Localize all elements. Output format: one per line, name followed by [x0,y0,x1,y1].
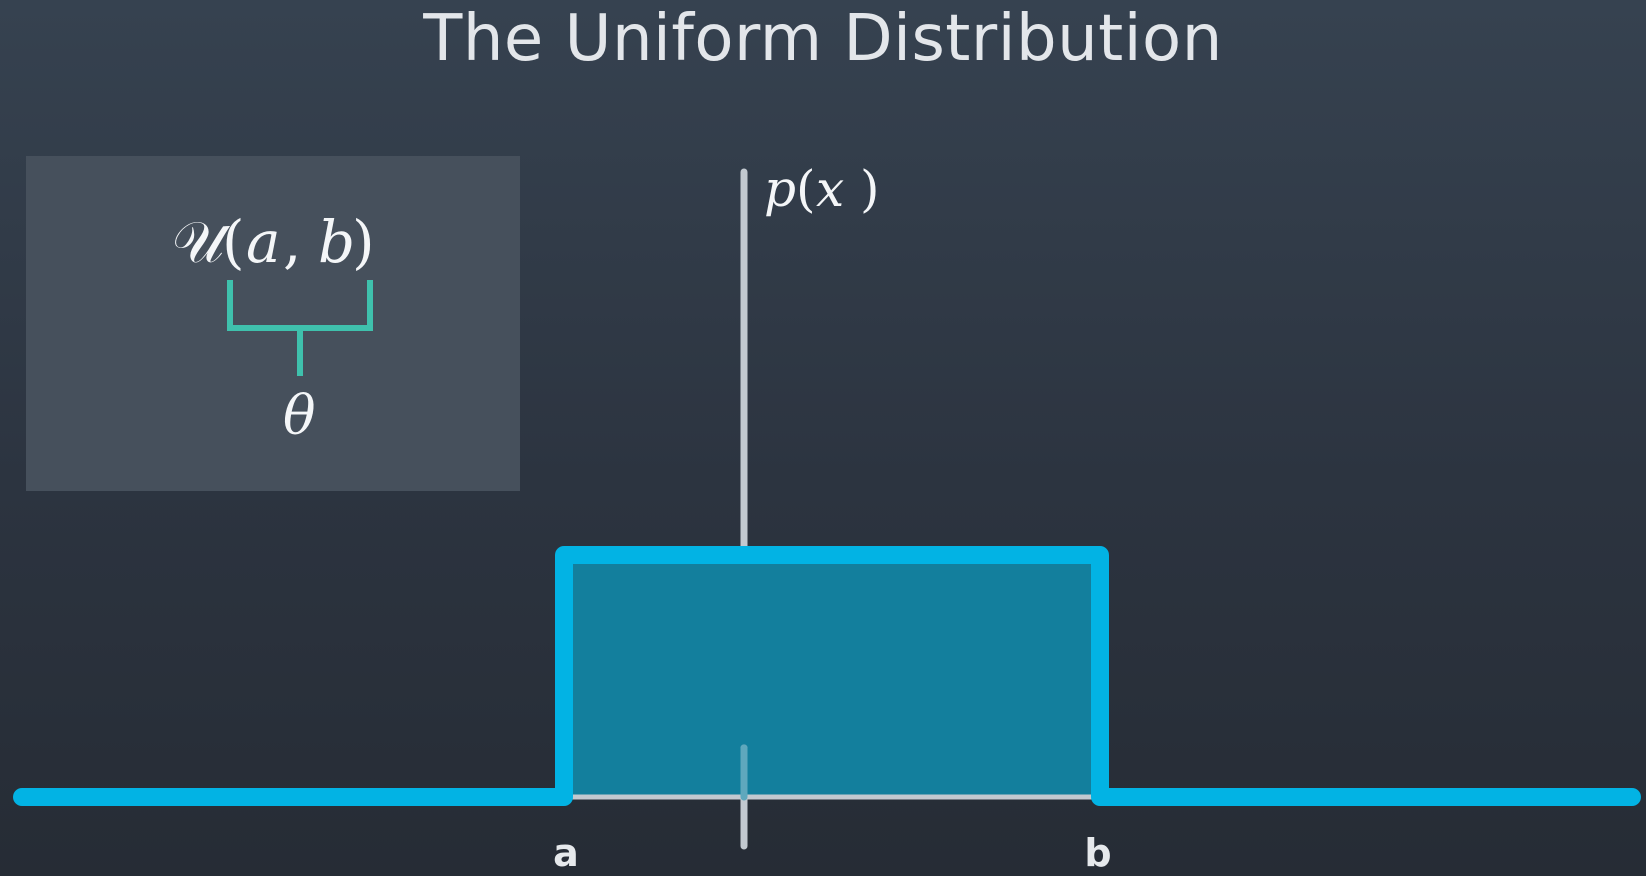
formula-param-b: b [318,208,356,276]
x-label-a: a [553,831,579,875]
uniform-symbol: 𝒰 [172,208,225,276]
parameter-bracket [230,280,370,376]
formula-comma: , [283,208,302,276]
y-label-open-paren: ( [796,160,816,218]
page-title: The Uniform Distribution [423,2,1223,76]
x-label-b: b [1084,831,1112,875]
formula-param-a: a [246,208,281,276]
y-label-p: p [764,160,797,218]
y-label-x: x [816,160,845,218]
formula-open-paren: ( [222,208,245,276]
y-axis-label [764,160,880,218]
formula-close-paren: ) [352,208,375,276]
distribution-formula [172,208,375,276]
density-area [564,555,1100,799]
theta-label: θ [283,384,316,447]
y-label-close-paren: ) [860,160,880,218]
